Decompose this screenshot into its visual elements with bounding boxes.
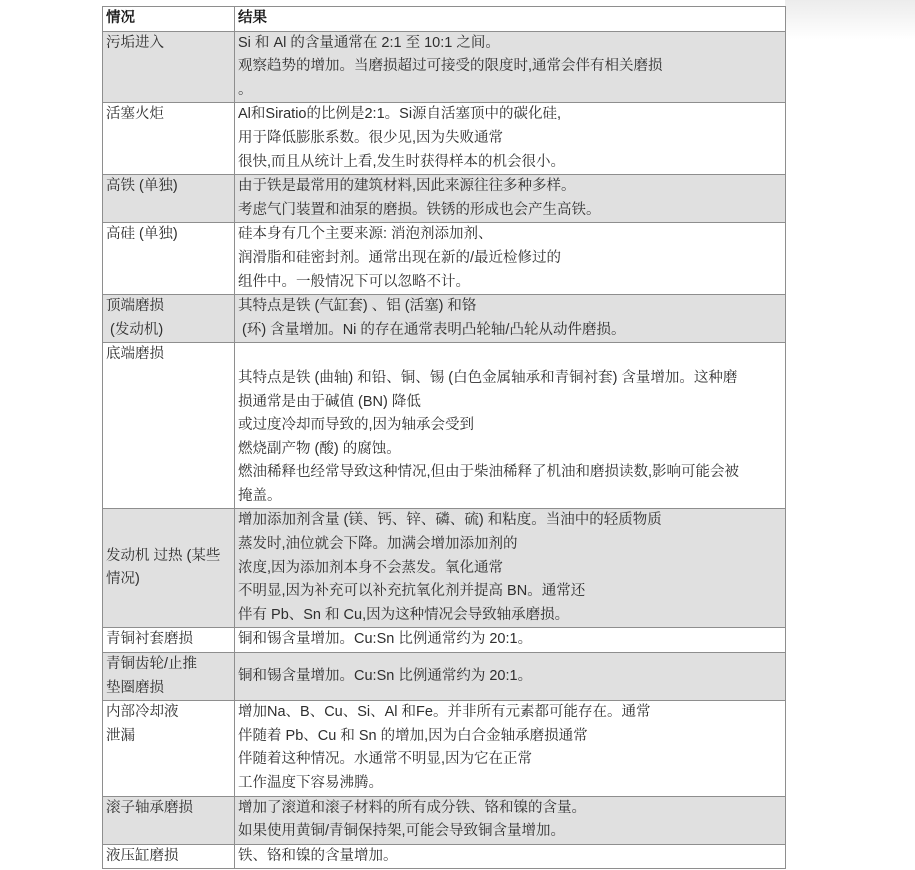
fault-results-table-container	[102, 6, 786, 869]
situation-line: 青铜衬套磨损	[106, 631, 193, 648]
result-cell	[235, 796, 786, 844]
situation-cell	[103, 628, 235, 653]
situation-cell	[103, 844, 235, 869]
result-cell	[235, 701, 786, 796]
result-line: 工作温度下容易沸腾。	[238, 775, 383, 791]
situation-cell	[103, 653, 235, 701]
result-line: 浓度,因为添加剂本身不会蒸发。氧化通常	[238, 559, 504, 576]
situation-cell	[103, 796, 235, 844]
table-row	[103, 653, 786, 701]
result-line: 考虑气门装置和油泵的磨损。铁锈的形成也会产生高铁。	[238, 201, 601, 218]
result-line: 蒸发时,油位就会下降。加满会增加添加剂的	[238, 536, 518, 553]
result-cell	[235, 844, 786, 869]
table-row	[103, 31, 786, 103]
table-row	[103, 175, 786, 223]
result-line	[238, 343, 782, 367]
situation-cell	[103, 343, 235, 509]
result-line: 很快,而且从统计上看,发生时获得样本的机会很小。	[238, 153, 566, 170]
table-row	[103, 223, 786, 295]
situation-cell	[103, 103, 235, 175]
result-line: 伴有 Pb、Sn 和 Cu,因为这种情况会导致轴承磨损。	[238, 606, 570, 623]
result-line: Si 和 Al 的含量通常在 2:1 至 10:1 之间。	[238, 34, 500, 51]
result-line: 。	[238, 81, 253, 98]
result-line: 不明显,因为补充可以补充抗氧化剂并提高 BN。通常还	[238, 583, 586, 600]
result-cell	[235, 31, 786, 103]
result-line: 燃油稀释也经常导致这种情况,但由于柴油稀释了机油和磨损读数,影响可能会被	[238, 464, 740, 481]
table-row	[103, 796, 786, 844]
situation-cell	[103, 509, 235, 628]
result-line: 伴随着这种情况。水通常不明显,因为它在正常	[238, 751, 533, 768]
result-line: 铜和锡含量增加。Cu:Sn 比例通常约为 20:1。	[238, 667, 533, 684]
result-cell	[235, 509, 786, 628]
situation-line: 青铜齿轮/止推	[106, 656, 198, 673]
result-line: (环) 含量增加。Ni 的存在通常表明凸轮轴/凸轮从动件磨损。	[238, 321, 626, 338]
situation-line: 情况)	[106, 571, 140, 588]
result-line: 硅本身有几个主要来源: 消泡剂添加剂、	[238, 226, 493, 243]
situation-cell	[103, 31, 235, 103]
result-cell	[235, 653, 786, 701]
situation-cell	[103, 175, 235, 223]
situation-line: 高铁 (单独)	[106, 178, 178, 195]
result-line: 用于降低膨胀系数。很少见,因为失败通常	[238, 129, 504, 146]
situation-cell	[103, 295, 235, 343]
fault-results-table	[102, 6, 786, 869]
situation-line: 发动机 过热 (某些	[106, 547, 221, 564]
result-line: 增加添加剂含量 (镁、钙、锌、磷、硫) 和粘度。当油中的轻质物质	[238, 512, 662, 529]
result-line: 如果使用黄铜/青铜保持架,可能会导致铜含量增加。	[238, 823, 566, 840]
result-line: 或过度冷却而导致的,因为轴承会受到	[238, 417, 475, 434]
situation-line: 滚子轴承磨损	[106, 799, 193, 816]
result-line: 由于铁是最常用的建筑材料,因此来源往往多种多样。	[238, 178, 576, 195]
result-cell	[235, 175, 786, 223]
result-line: Al和Siratio的比例是2:1。Si源自活塞顶中的碳化硅,	[238, 106, 562, 123]
result-line: 燃烧副产物 (酸) 的腐蚀。	[238, 440, 401, 457]
page-top-shade	[785, 0, 915, 44]
result-cell	[235, 223, 786, 295]
result-line: 铜和锡含量增加。Cu:Sn 比例通常约为 20:1。	[238, 631, 533, 648]
header-row	[103, 7, 786, 32]
situation-line: 内部冷却液	[106, 704, 179, 721]
situation-cell	[103, 223, 235, 295]
table-row	[103, 628, 786, 653]
result-cell	[235, 295, 786, 343]
result-line: 增加了滚道和滚子材料的所有成分铁、铬和镍的含量。	[238, 799, 586, 816]
result-line: 铁、铬和镍的含量增加。	[238, 847, 398, 864]
result-line: 损通常是由于碱值 (BN) 降低	[238, 393, 421, 410]
situation-line: 液压缸磨损	[106, 847, 179, 864]
table-row	[103, 509, 786, 628]
situation-line: (发动机)	[106, 321, 164, 338]
column-header-result: 结果	[235, 7, 786, 32]
situation-line: 活塞火炬	[106, 106, 164, 123]
situation-line: 高硅 (单独)	[106, 226, 178, 243]
situation-line: 泄漏	[106, 727, 135, 744]
result-cell	[235, 103, 786, 175]
column-header-situation: 情况	[103, 7, 235, 32]
result-line: 其特点是铁 (气缸套) 、铝 (活塞) 和铬	[238, 298, 477, 315]
result-line: 观察趋势的增加。当磨损超过可接受的限度时,通常会伴有相关磨损	[238, 58, 663, 75]
situation-line: 底端磨损	[106, 346, 164, 363]
situation-cell	[103, 701, 235, 796]
result-line: 增加Na、B、Cu、Si、Al 和Fe。并非所有元素都可能存在。通常	[238, 704, 651, 721]
result-cell	[235, 628, 786, 653]
situation-line: 垫圈磨损	[106, 679, 164, 696]
table-row	[103, 295, 786, 343]
result-line: 其特点是铁 (曲轴) 和铅、铜、锡 (白色金属轴承和青铜衬套) 含量增加。这种磨	[238, 369, 738, 386]
table-row	[103, 844, 786, 869]
result-line: 润滑脂和硅密封剂。通常出现在新的/最近检修过的	[238, 249, 562, 266]
situation-line: 顶端磨损	[106, 298, 164, 315]
result-line: 伴随着 Pb、Cu 和 Sn 的增加,因为白合金轴承磨损通常	[238, 727, 588, 744]
situation-line: 污垢进入	[106, 34, 164, 51]
result-cell	[235, 343, 786, 509]
table-row	[103, 343, 786, 509]
table-row	[103, 701, 786, 796]
result-line: 掩盖。	[238, 487, 282, 504]
result-line: 组件中。一般情况下可以忽略不计。	[238, 273, 470, 290]
table-row	[103, 103, 786, 175]
